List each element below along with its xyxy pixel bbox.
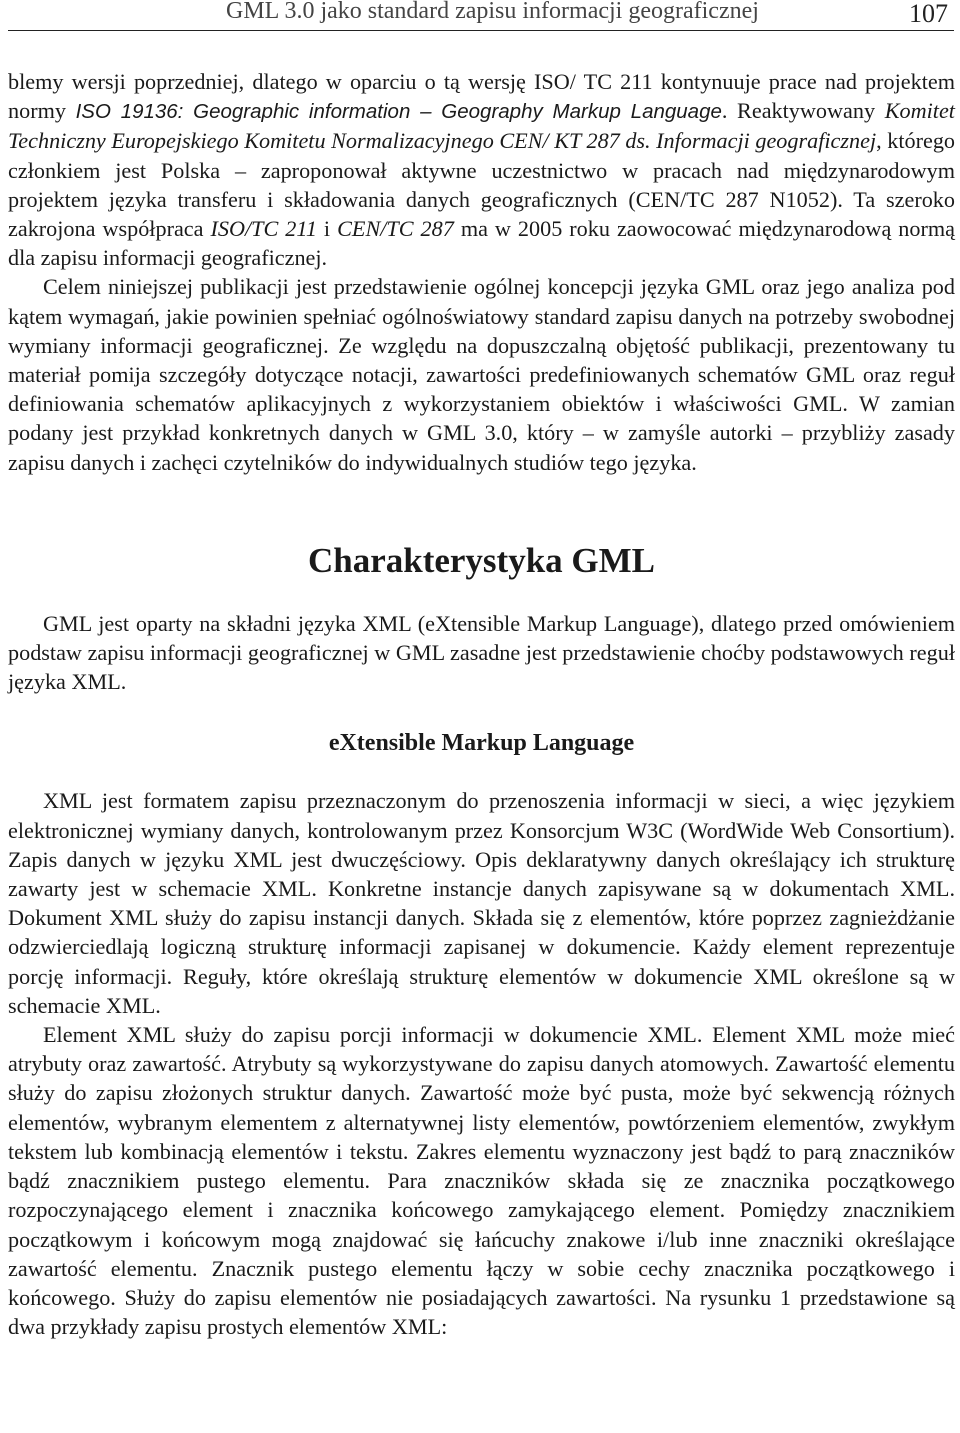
para1-text-2: . Reaktywowany — [721, 98, 885, 124]
paragraph-purpose: Celem niniejszej publikacji jest przedstawienie ogólnej koncepcji języka GML oraz jego analiza pod kątem wymagań, jakie powinien spełniać ogólnoświatowy standard zapisu danych na potrzeby swobodnej wymiany informacji geograficznej. Ze względu na dopuszczalną objętość publikacji, prezentowany tu materiał pomija szczegóły dotyczące notacji, zawartości predefiniowanych schematów GML oraz reguł definiowania schematów aplikacyjnych z wykorzystaniem obiektów i właściwości GML. W zamian podany jest przykład konkretnych danych w GML 3.0, który – w zamyśle autorki – przybliży zasady zapisu danych i zachęci czytelników do indywidualnych studiów tego języka. — [8, 274, 955, 475]
cen-tc-ref: CEN/TC 287 — [337, 216, 454, 242]
iso-tc-ref: ISO/TC 211 — [210, 216, 317, 242]
paragraph-gml-xml: GML jest oparty na składni języka XML (eXtensible Markup Language), dlatego przed omówieniem podstaw zapisu informacji geograficznej w GML zasadne jest przedstawienie choćby podstawowych reguł języka XML. — [8, 610, 955, 695]
para1-text-1: blemy wersji poprzedniej, dlatego w oparciu o tą wersję ISO/ TC 211 kontynuuje prace nad projektem normy — [8, 69, 955, 124]
para1-text-3: , którego członkiem jest Polska – zaproponował aktywne uczestnictwo w pracach nad międzynarodowym projektem języka transferu i składowania danych geograficznych (CEN/TC 287 N1052). Ta szeroko zakrojona współpraca — [8, 128, 956, 242]
subsection-heading: eXtensible Markup Language — [328, 730, 635, 757]
para1-text-5: ma w 2005 roku zaowocować międzynarodową normą dla zapisu informacji geograficznej. — [8, 216, 955, 271]
standard-title: ISO 19136: Geographic information – Geography Markup Language — [75, 100, 722, 124]
section-heading: Charakterystyka GML — [307, 540, 656, 580]
committee-name: Komitet Techniczny Europejskiego Komitetu Normalizacyjnego CEN/ KT 287 ds. Informacji geograficznej — [8, 98, 955, 154]
running-title: GML 3.0 jako standard zapisu informacji geograficznej — [226, 0, 759, 24]
page-number: 107 — [909, 0, 948, 28]
paragraph-xml-element: Element XML służy do zapisu porcji informacji w dokumencie XML. Element XML może mieć atrybuty oraz zawartość. Atrybuty są wykorzystywane do zapisu danych atomowych. Zawartość elementu służy do zapisu złożonych struktur danych. Zawartość może być pusta, może być sekwencją różnych elementów, wybranym elementem z alternatywnej listy elementów, powtórzeniem elementów, zwykłym tekstem lub kombinacją elementów i tekstu. Zakres elementu wyznaczony jest bądź to parą znaczników bądź znacznikiem pustego elementu. Para znaczników składa się ze znacznika początkowego rozpoczynającego element i znacznika końcowego zamykającego element. Pomiędzy znacznikiem początkowym i końcowym mogą znajdować się łańcuchy znakowe i/lub inne znaczniki określające zawartość elementu. Znacznik pustego elementu łączy w sobie cechy znacznika początkowego i końcowego. Służy do zapisu elementów nie posiadających zawartości. Na rysunku 1 przedstawione są dwa przykłady zapisu prostych elementów XML: — [8, 1022, 955, 1340]
running-header — [8, 0, 954, 31]
paragraph-intro — [8, 67, 955, 272]
page-body — [8, 67, 955, 1341]
paragraph-xml-format: XML jest formatem zapisu przeznaczonym do przenoszenia informacji w sieci, a więc językiem elektronicznej wymiany danych, kontrolowanym przez Konsorcjum W3C (WordWide Web Consortium). Zapis danych w języku XML jest dwuczęściowy. Opis deklaratywny danych określający ich strukturę zawarty jest w schemacie XML. Konkretne instancje danych zapisywane są w dokumentach XML. Dokument XML służy do zapisu instancji danych. Składa się z elementów, które poprzez zagnieżdżanie odzwierciedlają logiczną strukturę informacji zapisanej w dokumencie. Każdy element reprezentuje porcję informacji. Reguły, które określają strukturę elementów w dokumencie XML określone są w schemacie XML. — [8, 788, 955, 1018]
para1-text-4: i — [316, 216, 338, 242]
